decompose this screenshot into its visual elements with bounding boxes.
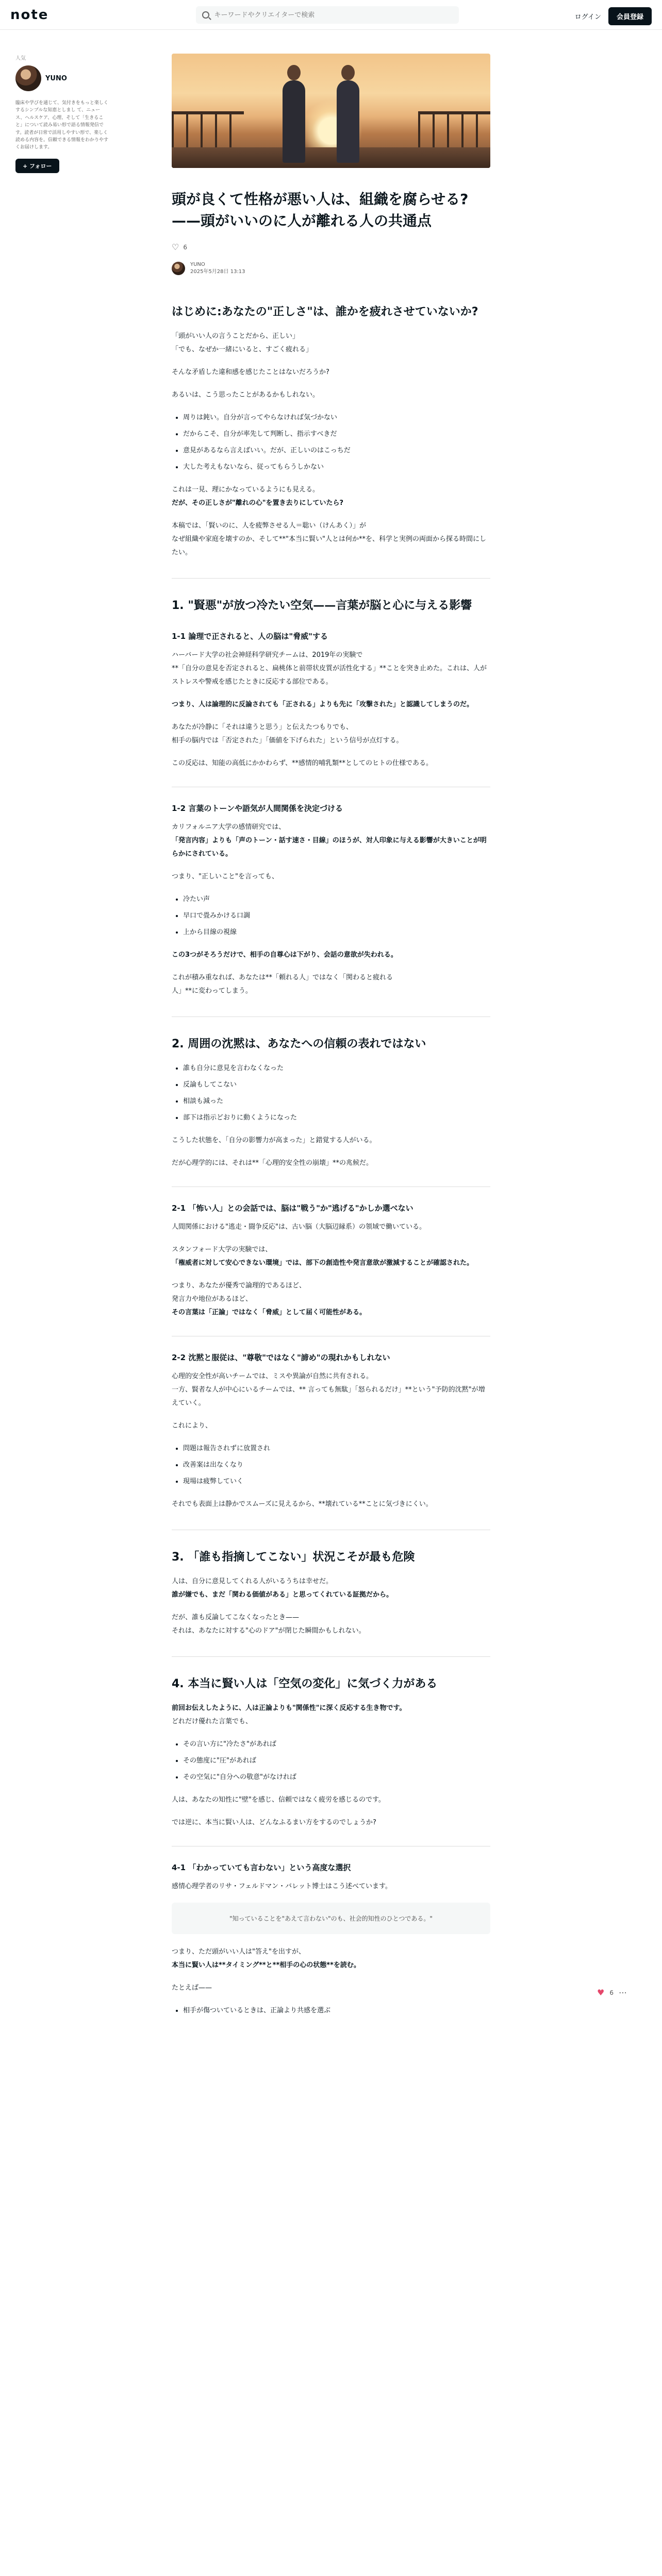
sidebar-label: 人気 [15, 56, 26, 61]
section-4-heading: 4. 本当に賢い人は「空気の変化」に気づく力がある [172, 1656, 490, 1692]
list-item: • 早口で畳みかける口調 [183, 909, 490, 923]
list-item: • だからこそ、自分が率先して判断し、指示すべきだ [183, 428, 490, 441]
intro-list [172, 411, 490, 474]
paragraph: 感情心理学者のリサ・フェルドマン・バレット博士はこう述べています。 [172, 1883, 392, 1890]
subsection-heading: 4-1 「わかっていても言わない」という高度な選択 [172, 1846, 490, 1873]
avatar[interactable] [15, 65, 41, 91]
author-name-small[interactable]: YUNO [190, 262, 205, 267]
subsection-heading: 2-2 沈黙と服従は、"尊敬"ではなく"諦め"の現れかもしれない [172, 1336, 490, 1363]
list-item: • 冷たい声 [183, 893, 490, 906]
author-bio: 臨床や学びを通じて、気付きをもっと楽しくするシンプルな知恵としまし て、ニュース、ヘルスケア、心理、そして「生きること」について読み易い形で語る情報発信です。読者が日常で活用しやすい形で、楽しく読める内容を。信頼できる情報をわかりやすくお届けします。 [15, 100, 109, 150]
search-box[interactable] [196, 6, 459, 24]
paragraph: では逆に、本当に賢い人は、どんなふるまい方をするのでしょうか? [172, 1819, 376, 1826]
paragraph: 心理的安全性が高いチームでは、ミスや異論が自然に共有される。 一方、賢者な人が中心にいるチームでは、** 言っても無駄」「怒られるだけ」**という"予防的沈黙"が増えていく。 [172, 1372, 485, 1407]
paragraph: だが心理学的には、それは**「心理的安全性の崩壊」**の兆候だ。 [172, 1159, 373, 1167]
note-logo[interactable]: note [10, 7, 49, 23]
silence-list [172, 1062, 490, 1125]
paragraph: これは一見、理にかなっているようにも見える。 だが、その正しさが"離れの心"を置き去りにしていたら? [172, 486, 344, 507]
floating-actions [597, 1988, 627, 1997]
article-body [172, 303, 490, 2018]
hero-person-right [337, 80, 359, 163]
wise-list [172, 2004, 490, 2018]
paragraph: だが、誰も反論してこなくなったとき—— それは、あなたに対する"心のドア"が閉じた瞬間かもしれない。 [172, 1614, 366, 1635]
list-item: • 相手が傷ついているときは、正論より共感を選ぶ [183, 2004, 490, 2018]
paragraph: 前回お伝えしたように、人は正論よりも"関係性"に深く反応する生き物です。 どれだけ優れた言葉でも、 [172, 1704, 406, 1725]
publish-date: 2025年5月28日 13:13 [190, 269, 245, 275]
sidebar-user[interactable] [15, 65, 108, 91]
paragraph: あるいは、こう思ったことがあるかもしれない。 [172, 391, 320, 399]
paragraph: これが積み重なれば、あなたは**「頼れる人」ではなく「関わると疲れる 人」**に変わってしまう。 [172, 974, 393, 995]
list-item: • 誰も自分に意見を言わなくなった [183, 1062, 490, 1075]
list-item: • 問題は報告されずに放置され [183, 1442, 490, 1455]
floating-like-count[interactable]: 6 [609, 1989, 614, 1996]
list-item: • 周りは鈍い。自分が言ってやらなければ気づかない [183, 411, 490, 425]
heart-icon[interactable]: ♡ [172, 242, 179, 252]
author-avatar[interactable] [172, 262, 185, 275]
subsection-heading: 1-1 論理で正されると、人の脳は"脅威"する [172, 632, 328, 641]
section-2-heading: 2. 周囲の沈黙は、あなたへの信頼の表れではない [172, 1016, 490, 1053]
hero-floor [172, 147, 490, 168]
article [172, 54, 490, 2027]
top-header [0, 0, 662, 30]
login-link[interactable]: ログイン [574, 13, 601, 21]
section-1-heading: 1. "賢悪"が放つ冷たい空気——言葉が脳と心に与える影響 [172, 578, 490, 614]
paragraph: 人は、あなたの知性に"壁"を感じ、信頼ではなく疲労を感じるのです。 [172, 1796, 385, 1804]
list-item: • 現場は疲弊していく [183, 1475, 490, 1488]
paragraph: 人間関係における"逃走・闘争反応"は、古い脳（大脳辺縁系）の領域で働いている。 [172, 1223, 426, 1231]
like-row [172, 242, 490, 252]
hero-person-left [283, 80, 305, 163]
search-icon [202, 11, 209, 19]
list-item: • 上から目線の視線 [183, 926, 490, 939]
paragraph: あなたが冷静に「それは違うと思う」と伝えたつもりでも、 相手の脳内では「否定された」「価値を下げられた」という信号が点灯する。 [172, 723, 403, 744]
effects-list [172, 1442, 490, 1488]
paragraph: つまり、"正しいこと"を言っても、 [172, 873, 278, 880]
hero-image [172, 54, 490, 168]
paragraph: それでも表面上は静かでスムーズに見えるから、**壊れている**ことに気づきにくい。 [172, 1500, 433, 1508]
like-count[interactable]: 6 [183, 243, 187, 251]
list-item: • 部下は指示どおりに動くようになった [183, 1111, 490, 1125]
signup-button[interactable]: 会員登録 [608, 7, 652, 25]
subsection-heading: 1-2 言葉のトーンや語気が人間関係を決定づける [172, 787, 490, 814]
paragraph: つまり、ただ頭がいい人は"答え"を出すが、 本当に賢い人は**タイミング**と**相手の心の状態**を読む。 [172, 1948, 360, 1969]
paragraph: この3つがそろうだけで、相手の自尊心は下がり、会話の意欲が失われる。 [172, 951, 398, 959]
paragraph: この反応は、知能の高低にかかわらず、**感情的哺乳類**としてのヒトの仕様である。 [172, 759, 433, 767]
intro-heading: はじめに:あなたの"正しさ"は、誰かを疲れさせていないか? [172, 306, 478, 318]
list-item: • その態度に"圧"があれば [183, 1754, 490, 1768]
article-title: 頭が良くて性格が悪い人は、組織を腐らせる?——頭がいいのに人が離れる人の共通点 [172, 191, 469, 229]
more-options-icon[interactable]: ⋯ [618, 1988, 627, 1997]
list-item: • 意見があるなら言えばいい。だが、正しいのはこっちだ [183, 444, 490, 457]
list-item: • 大した考えもないなら、従ってもらうしかない [183, 461, 490, 474]
paragraph: 本稿では、「賢いのに、人を疲弊させる人＝聡い（けんあく）」が なぜ組織や家庭を壊すのか、そして**"本当に賢い"人とは何か**を、科学と実例の両面から探る時間にしたい。 [172, 522, 486, 556]
paragraph: これにより、 [172, 1422, 212, 1430]
paragraph: そんな矛盾した違和感を感じたことはないだろうか? [172, 368, 329, 376]
author-sidebar [15, 54, 108, 173]
blockquote: "知っていることを"あえて言わない"のも、社会的知性のひとつである。" [172, 1903, 490, 1934]
paragraph: たとえば—— [172, 1984, 212, 1992]
author-meta [190, 261, 245, 276]
paragraph: つまり、あなたが優秀で論理的であるほど、 発言力や地位があるほど、 その言葉は「正論」ではなく「脅威」として届く可能性がある。 [172, 1282, 367, 1316]
header-actions [575, 7, 652, 25]
attitude-list [172, 1738, 490, 1784]
list-item: • その空気に"自分への敬意"がなければ [183, 1771, 490, 1784]
list-item: • その言い方に"冷たさ"があれば [183, 1738, 490, 1751]
paragraph: つまり、人は論理的に反論されても「正される」よりも先に「攻撃された」と認識してしまうのだ。 [172, 701, 474, 708]
paragraph: スタンフォード大学の実験では、 「権威者に対して安心できない環境」では、部下の創造性や発言意欲が激減することが確認された。 [172, 1246, 474, 1267]
follow-button[interactable]: + フォロー [15, 159, 59, 173]
author-name[interactable]: YUNO [45, 74, 67, 82]
list-item: • 改善案は出なくなり [183, 1459, 490, 1472]
paragraph: 「頭がいい人の言うことだから、正しい」 「でも、なぜか一緒にいると、すごく疲れる」 [172, 332, 313, 353]
paragraph: カリフォルニア大学の感情研究では、 「発言内容」よりも「声のトーン・話す速さ・目線」のほうが、対人印象に与える影響が大きいことが明らかにされている。 [172, 823, 487, 858]
section-3-heading: 3. 「誰も指摘してこない」状況こそが最も危険 [172, 1530, 490, 1566]
author-row [172, 261, 490, 276]
search-input[interactable] [214, 11, 453, 19]
tone-list [172, 893, 490, 939]
paragraph: こうした状態を、「自分の影響力が高まった」と錯覚する人がいる。 [172, 1137, 376, 1144]
paragraph: ハーバード大学の社会神経科学研究チームは、2019年の実験で **「自分の意見を否定されると、扁桃体と前帯状皮質が活性化する」**ことを突き止めた。これは、人がストレスや警戒を感じたときに反応する部位である。 [172, 651, 487, 686]
paragraph: 人は、自分に意見してくれる人がいるうちは幸せだ。 誰が嫌でも、まだ「関わる価値がある」と思ってくれている証拠だから。 [172, 1578, 393, 1599]
like-heart-icon[interactable]: ♥ [597, 1988, 605, 1997]
list-item: • 相談も減った [183, 1095, 490, 1108]
subsection-heading: 2-1 「怖い人」との会話では、脳は"戦う"か"逃げる"かしか選べない [172, 1187, 490, 1213]
list-item: • 反論もしてこない [183, 1078, 490, 1092]
